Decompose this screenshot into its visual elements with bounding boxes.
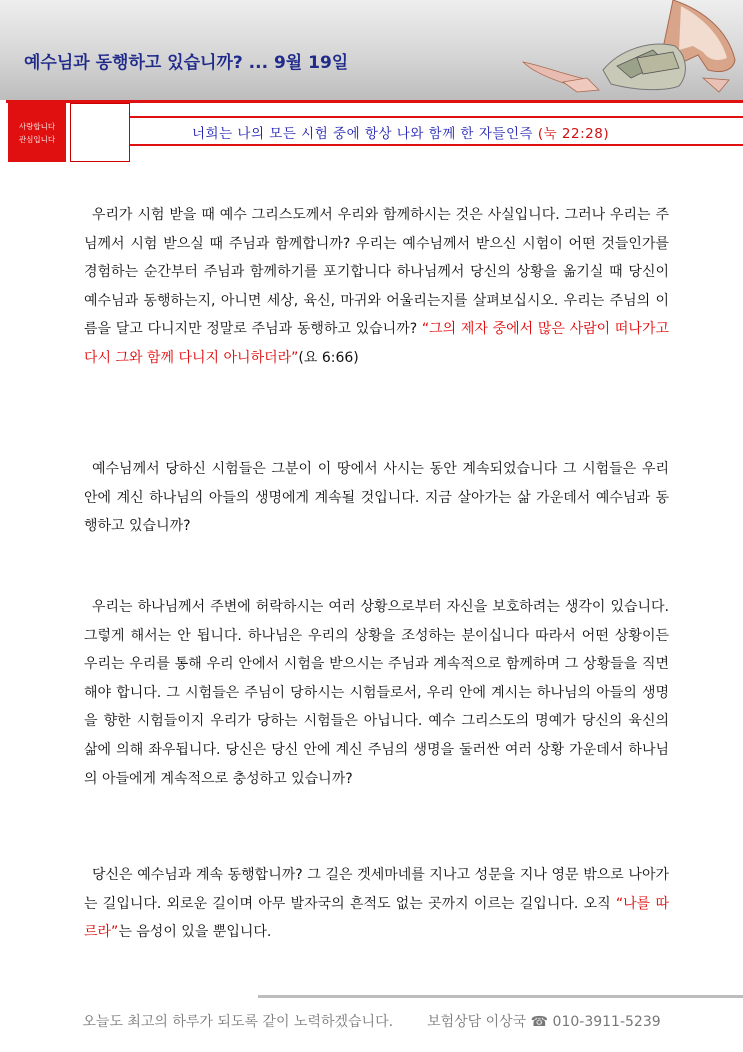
verse-reference: (눅 22:28)	[537, 126, 610, 142]
footer-contact-label: 보험상담 이상국	[427, 1014, 527, 1030]
photo-placeholder	[70, 103, 130, 162]
footer	[0, 1011, 743, 1031]
paragraph-2	[84, 455, 669, 541]
verse-line	[192, 122, 609, 142]
badge-line-1: 사랑합니다	[18, 121, 56, 131]
badge-line-2: 관심입니다	[18, 134, 56, 144]
paragraph-4-text: 당신은 예수님과 계속 동행합니까? 그 길은 겟세마네를 지나고 성문을 지나 영문 밖으로 나아가는 길입니다. 외로운 길이며 아무 발자국의 흔적도 없는 곳까지 이르는 길입니다. 오직	[84, 867, 669, 912]
page-title: 예수님과 동행하고 있습니까? ... 9월 19일	[24, 53, 349, 73]
paragraph-1-text: 우리가 시험 받을 때 예수 그리스도께서 우리와 함께하시는 것은 사실입니다. 그러나 우리는 주님께서 시험 받으실 때 주님과 함께합니까? 우리는 예수님께서 받으신 시험이 어떤 것들인가를 경험하는 순간부터 주님과 함께하기를 포기합니다 하나님께서 당신의 상황을 옮기실 때 당신이 예수님과 동행하는지, 아니면 세상, 육신, 마귀와 어울리는지를 살펴보십시오. 우리는 주님의 이름을 달고 다니지만 정말로 주님과 동행하고 있습니까?	[84, 207, 669, 338]
footer-slogan: 오늘도 최고의 하루가 되도록 같이 노력하겠습니다.	[82, 1014, 394, 1030]
paragraph-3	[84, 593, 669, 793]
header-banner	[0, 0, 743, 100]
paragraph-1-quote: “그의 제자 중에서 많은 사람이 떠나가고 다시 그와 함께 다니지 아니하더라”	[84, 321, 669, 366]
paragraph-4-quote: “나를 따르라”	[84, 895, 669, 941]
love-badge	[8, 103, 66, 162]
paragraph-1-reference: (요 6:66)	[298, 349, 359, 366]
broken-egg-money-illustration	[503, 0, 743, 100]
paragraph-1	[84, 201, 669, 373]
paragraph-2-text: 예수님께서 당하신 시험들은 그분이 이 땅에서 사시는 동안 계속되었습니다 그 시험들은 우리 안에 계신 하나님의 아들의 생명에게 계속될 것입니다. 지금 살아가는 삶 가운데서 예수님과 동행하고 있습니까?	[84, 461, 669, 535]
footer-divider	[258, 995, 743, 998]
verse-text: 너희는 나의 모든 시험 중에 항상 나와 함께 한 자들인즉	[192, 126, 534, 142]
phone-icon: ☎	[530, 1014, 549, 1030]
paragraph-4-text-end: 는 음성이 있을 뿐입니다.	[118, 924, 272, 941]
verse-banner	[130, 116, 743, 146]
footer-phone: 010-3911-5239	[552, 1014, 661, 1030]
paragraph-3-text: 우리는 하나님께서 주변에 허락하시는 여러 상황으로부터 자신을 보호하려는 생각이 있습니다. 그렇게 해서는 안 됩니다. 하나님은 우리의 상황을 조성하는 분이십니다 따라서 어떤 상황이든 우리는 우리를 통해 우리 안에서 시험을 받으시는 주님과 계속적으로 함께하며 그 상황들을 직면해야 합니다. 그 시험들은 주님이 당하시는 시험들로서, 우리 안에 계시는 하나님의 아들의 생명을 향한 시험들이지 우리가 당하는 시험들은 아닙니다. 예수 그리스도의 명예가 당신의 육신의 삶에 의해 좌우됩니다. 당신은 당신 안에 계신 주님의 생명을 둘러싼 여러 상황 가운데서 하나님의 아들에게 계속적으로 충성하고 있습니까?	[84, 599, 669, 787]
paragraph-4	[84, 861, 669, 947]
